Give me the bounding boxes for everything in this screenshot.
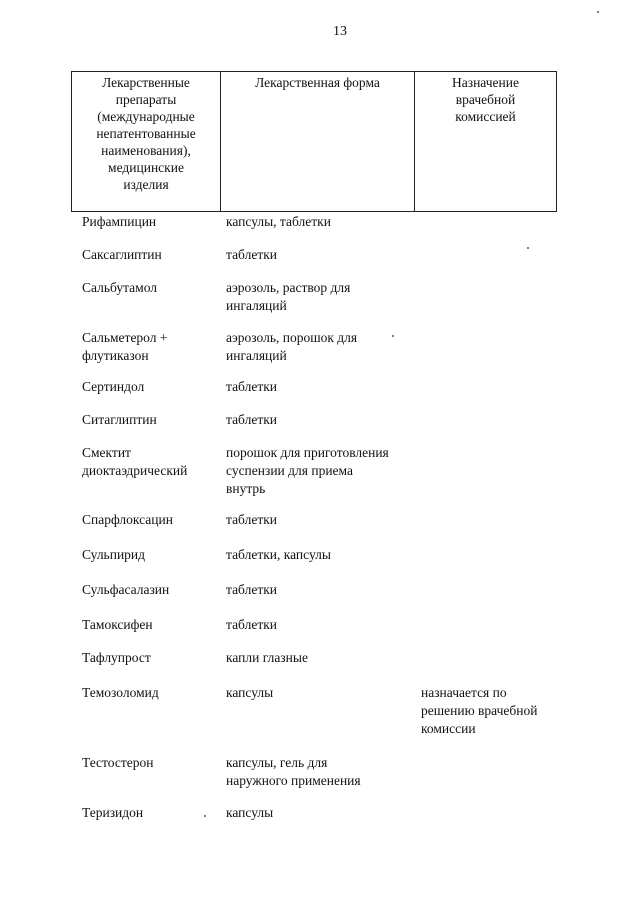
drug-name: Теризидон — [82, 805, 144, 820]
dosage-form: таблетки — [226, 617, 278, 632]
drug-name: Сульфасалазин — [82, 582, 170, 597]
drug-name: Саксаглиптин — [82, 247, 162, 262]
dosage-form: таблетки — [226, 582, 278, 597]
drug-name: Смектит диоктаэдрический — [82, 445, 188, 478]
dosage-form: аэрозоль, раствор для ингаляций — [226, 280, 351, 313]
page-number: 13 — [333, 24, 347, 39]
table-header — [71, 71, 557, 212]
drug-name: Тестостерон — [82, 755, 154, 770]
dosage-form: порошок для приготовления суспензии для приема внутрь — [226, 445, 389, 496]
dosage-form: таблетки — [226, 247, 278, 262]
drug-name: Рифампицин — [82, 214, 157, 229]
drug-name: Сальбутамол — [82, 280, 158, 295]
dosage-form: таблетки — [226, 412, 278, 427]
dosage-form: капсулы, гель для наружного применения — [226, 755, 361, 788]
commission-note: назначается по решению врачебной комиссии — [421, 685, 538, 736]
drug-name: Сульпирид — [82, 547, 146, 562]
scan-speck — [204, 815, 206, 817]
dosage-form: капсулы — [226, 805, 274, 820]
drug-name: Спарфлоксацин — [82, 512, 173, 527]
scan-speck — [392, 335, 394, 337]
dosage-form: таблетки — [226, 379, 278, 394]
drug-name: Тафлупрост — [82, 650, 151, 665]
dosage-form: таблетки — [226, 512, 278, 527]
drug-name: Сальметерол + флутиказон — [82, 330, 168, 363]
drug-name: Тамоксифен — [82, 617, 153, 632]
drug-name: Сертиндол — [82, 379, 145, 394]
dosage-form: капсулы, таблетки — [226, 214, 331, 229]
dosage-form: капсулы — [226, 685, 274, 700]
drug-name: Ситаглиптин — [82, 412, 157, 427]
drug-name: Темозоломид — [82, 685, 159, 700]
header-cell-commission: Назначение врачебной комиссией — [452, 75, 519, 124]
dosage-form: капли глазные — [226, 650, 308, 665]
dosage-form: аэрозоль, порошок для ингаляций — [226, 330, 358, 363]
header-cell-drugs: Лекарственные препараты (международные непатентованные наименования), медицинские изделия — [72, 72, 221, 211]
scan-speck — [597, 11, 599, 13]
header-cell-dosage-form: Лекарственная форма — [221, 72, 415, 211]
dosage-form: таблетки, капсулы — [226, 547, 331, 562]
scan-speck — [527, 247, 529, 249]
